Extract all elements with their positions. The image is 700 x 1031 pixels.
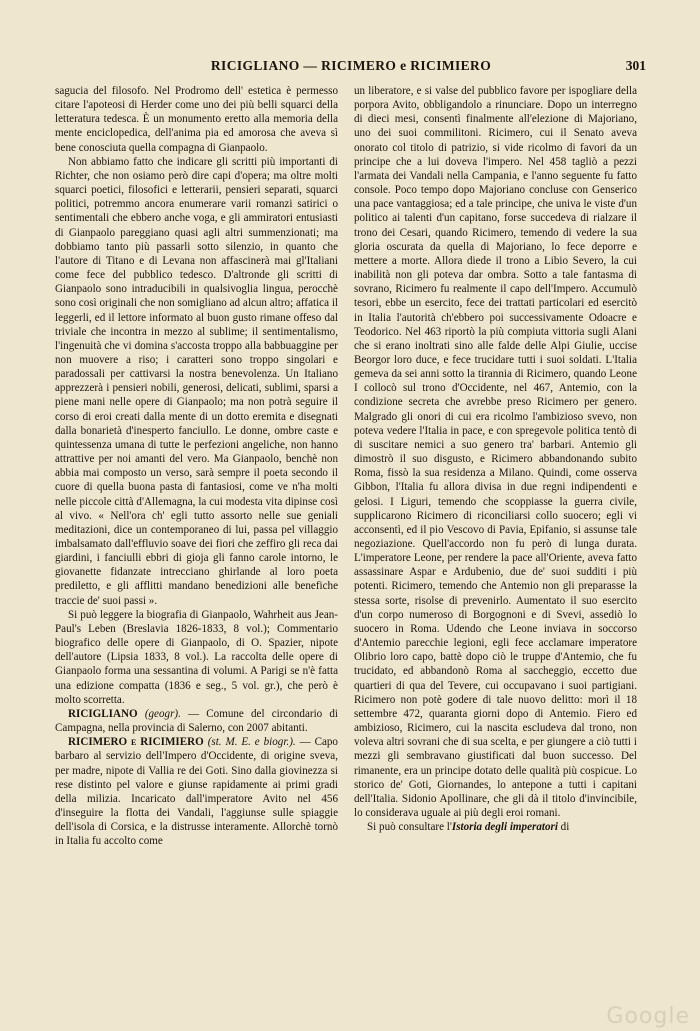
right-paragraph-1: un liberatore, e si valse del pubblico favore per ispogliare della porpora Avito, obbligandolo a rinunciare. Dopo un interregno di dieci mesi, consentì finalmente all'elezione di Majoriano, uno dei suoi commilitoni. Ricimero, cui il Senato aveva onorato col titolo di patrizio, si vide ricolmo di favori da un principe che a lui doveva l'impero. Nel 458 tagliò a pezzi l'armata dei Vandali nella Campania, e l'anno seguente fu fatto console. Poco tempo dopo Majoriano concluse con Genserico una pace vantaggiosa; ed a tale principe, che univa le viste d'un politico ai talenti d'un capitano, forse succedeva di rialzare il trono dei Cesari, quando Ricimero, temendo di vedere la sua gloria oscurata da quella di Majoriano, lo fece deporre e mettere a morte. Allora diede il trono a Libio Severo, la cui inabilità non gli poteva dar ombra. Sotto a tale fantasma di sovrano, Ricimero fu realmente il capo dell'Impero. Accumulò tesori, ebbe un esercito, fece dei trattati particolari ed esercitò in Italia l'autorità ch'ebbero poi successivamente Odoacre e Teodorico. Nel 463 riportò la più compiuta vittoria sugli Alani che si erano inoltrati sino alle falde delle Alpi Giulie, uccise Beorgor loro duce, e fece trucidare tutti i suoi soldati. L'Italia gemeva da sei anni sotto la tirannia di Ricimero, quando Leone I collocò sul trono d'Occidente, nel 467, Antemio, con la condizione secreta che avrebbe preso Ricimero per genero. Malgrado gli onori di cui era ricolmo l'ambizioso svevo, non poteva vedere l'Italia in pace, e con spregevole politica tentò di di suscitare nemici a suo genero tra' barbari. Antemio gli dimostrò il suo disgusto, e Ricimero abbandonando subito Roma, fissò la sua residenza a Milano. Quindi, come osserva Gibbon, l'Italia fu allora divisa in due regni indipendenti e gelosi. I Liguri, temendo che scoppiasse la guerra civile, supplicarono Ricimero di riconciliarsi collo suocero; egli vi acconsentì, ed il pio Vescovo di Pavia, Epifanio, si assunse tale negoziazione. Quell'accordo non fu però di lunga durata. L'imperatore Leone, per rendere la pace all'Oriente, aveva fatto assassinare Aspar e Ardubenio, due de' suoi sudditi i più potenti. Ricimero, temendo che Antemio non gli preparasse la stessa sorte, risolse di prevenirlo. Aumentato il suo esercito d'un corpo numeroso di Borgognoni e di Svevi, assediò lo suocero in Roma. Udendo che Leone inviava in soccorso d'Antemio parecchie legioni, egli fece acclamare imperatore Olibrio loro capo, battè dopo ciò le truppe d'Antemio, che fu trucidato, ed abbandonò Roma al saccheggio, eccetto due quartieri di qua del Tevere, cui occupavano i suoi partigiani. Ricimero non potè godere di tale nuovo delitto: morì il 18 settembre 472, quaranta giorni dopo di Antemio. Fiero ed ambizioso, Ricimero, cui la nascita escludeva dal trono, non voleva altri sovrani che di sua scelta, e per giungere a ciò tutti i mezzi gli sembravano giustificati dal buon successo. Del rimanente, era un principe dotato delle qualità più cospicue. Lo storico de' Goti, Giornandes, lo antepone a tutti i capitani dell'Italia. Sidonio Apollinare, che gli dà il titolo d'invincibile, lo considerava uguale ai più degli eroi romani. (354, 85, 637, 819)
entry-ricigliano-text: — Comune del circondario di Campagna, nella provincia di Salerno, con 2007 abitanti. (55, 707, 338, 735)
page-number: 301 (625, 58, 646, 73)
entry-ricigliano-tag: (geogr). (144, 707, 181, 720)
right-paragraph-2-title: Istoria degli imperatori (451, 821, 558, 834)
entry-ricimero-head: RICIMERO e RICIMIERO (68, 736, 204, 749)
entry-ricigliano (55, 707, 338, 735)
entry-ricimero (55, 735, 338, 848)
right-column (354, 84, 637, 1004)
left-paragraph-3: Si può leggere la biografia di Gianpaolo, Wahrheit aus Jean-Paul's Leben (Breslavia 1826-1833, 8 vol.); Commentario biografico delle opere di Gianpaolo, di O. Spazier, nipote dell'autore (Lipsia 1833, 8 vol.). La raccolta delle opere di Gianpaolo forma una sessantina di volumi. A Parigi se n'è fatta una edizione compatta (1836 e seg., 5 vol. gr.), che però è molto scorretta. (55, 608, 338, 706)
watermark: Google (606, 1004, 690, 1029)
entry-ricigliano-head: RICIGLIANO (68, 707, 138, 720)
header-title: RICIGLIANO — RICIMERO e RICIMIERO (210, 58, 492, 73)
running-header (56, 52, 646, 74)
left-paragraph-2: Non abbiamo fatto che indicare gli scritti più importanti di Richter, che non osiamo però dire capi d'opera; ma oltre molti squarci poetici, filosofici e letterarii, pensieri separati, squarci politici, potremmo ancora enumerare varii romanzi satirici o sentimentali che ebbero anche voga, e gli ammiratori entusiasti di Gianpaolo pareggiano quasi agli altri summenzionati; ma dobbiamo tanto più passarli sotto silenzio, in quanto che l'autore di Titano e di Levana non affascinerà mai gl'Italiani come fece del pubblico tedesco. D'altronde gli scritti di Gianpaolo sono intraducibili in qualsivoglia lingua, perocchè sono così originali che non somigliano ad alcun altro; affatica il leggerli, ed il lettore informato al buon gusto rimane offeso dal triviale che incontra in mezzo al sublime; il sentimentalismo, l'ingenuità che vi domina s'accosta troppo alla babbuaggine per non muovere a riso; i caratteri sono troppo singolari e paradossali per cattivarsi la nostra benevolenza. Un Italiano apprezzerà i pensieri nobili, generosi, delicati, sublimi, sparsi a piene mani nelle opere di Gianpaolo; ma non potrà seguire il corso di eroi creati dalla mente di un dotto eremita e disegnati dalla bonarietà d'inesperto fanciullo. Le donne, ombre caste e quintessenza umana di tutte le perfezioni angeliche, non hanno attrattive per noi amanti del vero. Ma Gianpaolo, benchè non abbia mai composto un verso, sarà sempre il poeta secondo il cuore di quella buona pasta di fantasiosi, come ve n'ha molti nelle piccole città d'Allemagna, la cui modesta vita dipinse così al vivo. « Nell'ora ch' egli tutto assorto nelle sue geniali meditazioni, dice un contemporaneo di lui, passa pel villaggio imbalsamato dall'effluvio soave dei fiori che zeffiro gli reca dai giardini, i fanciulli ebbri di gioja gli fanno carole intorno, le giovanette fidanzate intrecciano ghirlande al loro poeta prediletto, e gli afflitti mandano benedizioni alle benefiche traccie de' suoi passi ». (55, 155, 338, 607)
right-paragraph-2 (354, 820, 637, 834)
entry-ricimero-text: — Capo barbaro al servizio dell'Impero d'Occidente, di origine sveva, per madre, nipote di Vallia re dei Goti. Sino dalla giovinezza si rese distinto pel valore e giunse rapidamente ai primi gradi della milizia. Incaricato dall'imperatore Avito nel 456 d'inseguire la flotta dei Vandali, l'aggiunse sulle spiaggie dell'isola di Corsica, e la distrusse interamente. Allorchè tornò in Italia fu accolto come (55, 736, 338, 848)
right-paragraph-2-end: di (557, 821, 570, 834)
left-paragraph-1: sagucia del filosofo. Nel Prodromo dell' estetica è permesso citare l'apoteosi di Herder come uno dei più belli squarci della letteratura tedesca. È un monumento eretto alla memoria della mente enciclopedica, dell'anima pia ed amorosa che aveva sì bene conosciuta quella compagna di Gianpaolo. (55, 85, 338, 154)
entry-ricimero-tag: (st. M. E. e biogr.). (207, 736, 296, 749)
right-paragraph-2-start: Si può consultare l' (367, 821, 452, 834)
text-columns (55, 84, 637, 1004)
left-column (55, 84, 338, 1004)
